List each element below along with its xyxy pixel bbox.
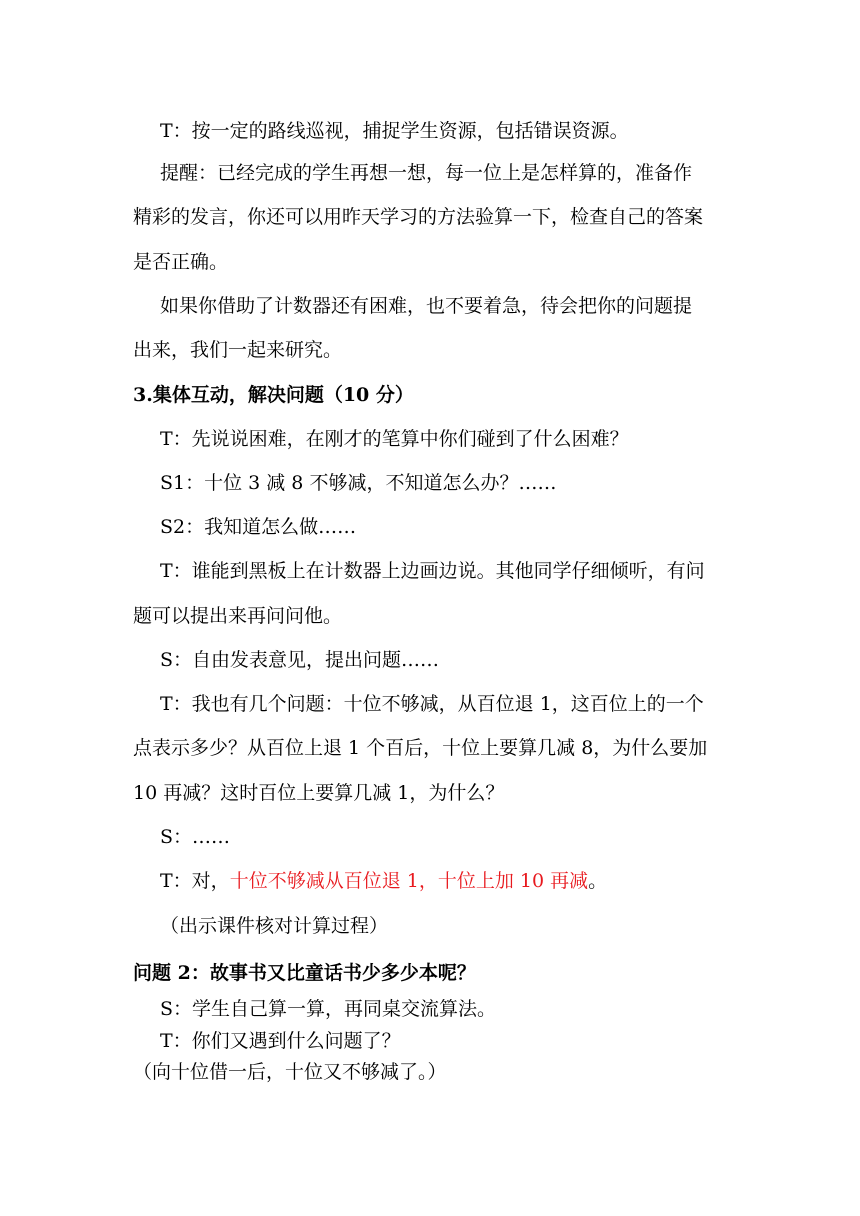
text-line: 是否正确。 <box>133 251 229 273</box>
heading-text: 问题 2：故事书又比童话书少多少本呢？ <box>133 962 476 984</box>
dialogue-teacher-questions-cont <box>0 736 860 760</box>
text-line: T：我也有几个问题：十位不够减，从百位退 1，这百位上的一个 <box>160 693 704 715</box>
dialogue-student-free <box>0 648 860 672</box>
paragraph-teacher-patrol <box>0 119 860 143</box>
text-line: S：自由发表意见，提出问题…… <box>160 649 440 671</box>
text-line: 10 再减？这时百位上要算几减 1，为什么？ <box>133 782 505 804</box>
text-line: （向十位借一后，十位又不够减了。） <box>133 1061 447 1083</box>
dialogue-student-calc <box>0 997 860 1021</box>
dialogue-teacher-questions <box>0 692 860 716</box>
dialogue-student-ellipsis <box>0 825 860 849</box>
text-line: （出示课件核对计算过程） <box>160 915 389 937</box>
heading-text: 3.集体互动，解决问题（10 分） <box>133 384 414 406</box>
text-line: 题可以提出来再问问他。 <box>133 605 343 627</box>
text-line: S2：我知道怎么做…… <box>160 516 357 538</box>
text-line: 精彩的发言，你还可以用昨天学习的方法验算一下，检查自己的答案 <box>133 206 704 228</box>
dialogue-teacher-problem <box>0 1029 860 1053</box>
text-line: T：对， <box>160 870 230 892</box>
dialogue-student-s2 <box>0 515 860 539</box>
text-line: T：谁能到黑板上在计数器上边画边说。其他同学仔细倾听，有问 <box>160 560 705 582</box>
paragraph-counter-help <box>0 294 860 318</box>
dialogue-student-s1 <box>0 471 860 495</box>
text-line: T：先说说困难，在刚才的笔算中你们碰到了什么困难？ <box>160 428 629 450</box>
dialogue-teacher-2-cont <box>0 604 860 628</box>
text-line: 点表示多少？从百位上退 1 个百后，十位上要算几减 8，为什么要加 <box>133 737 708 759</box>
borrow-note <box>0 1060 860 1084</box>
question-2-heading <box>0 961 860 985</box>
paragraph-reminder <box>0 161 860 185</box>
highlighted-rule: 十位不够减从百位退 1，十位上加 10 再减 <box>229 870 589 892</box>
paragraph-reminder-end <box>0 250 860 274</box>
text-line: 如果你借助了计数器还有困难，也不要着急，待会把你的问题提 <box>160 295 693 317</box>
text-line: T：你们又遇到什么问题了？ <box>160 1030 401 1052</box>
text-line: 出来，我们一起来研究。 <box>133 339 343 361</box>
paragraph-counter-help-cont <box>0 338 860 362</box>
paragraph-reminder-cont <box>0 205 860 229</box>
dialogue-teacher-questions-end <box>0 781 860 805</box>
courseware-note <box>0 914 860 938</box>
dialogue-teacher-conclusion <box>0 869 860 893</box>
text-line: S：…… <box>160 826 231 848</box>
dialogue-teacher-2 <box>0 559 860 583</box>
text-line: T：按一定的路线巡视，捕捉学生资源，包括错误资源。 <box>160 120 629 142</box>
text-line: S：学生自己算一算，再同桌交流算法。 <box>160 998 497 1020</box>
section-heading <box>0 383 860 407</box>
text-line: S1：十位 3 减 8 不够减，不知道怎么办？…… <box>160 472 557 494</box>
text-line: 提醒：已经完成的学生再想一想，每一位上是怎样算的，准备作 <box>160 162 693 184</box>
dialogue-teacher-1 <box>0 427 860 451</box>
text-line: 。 <box>588 870 608 892</box>
